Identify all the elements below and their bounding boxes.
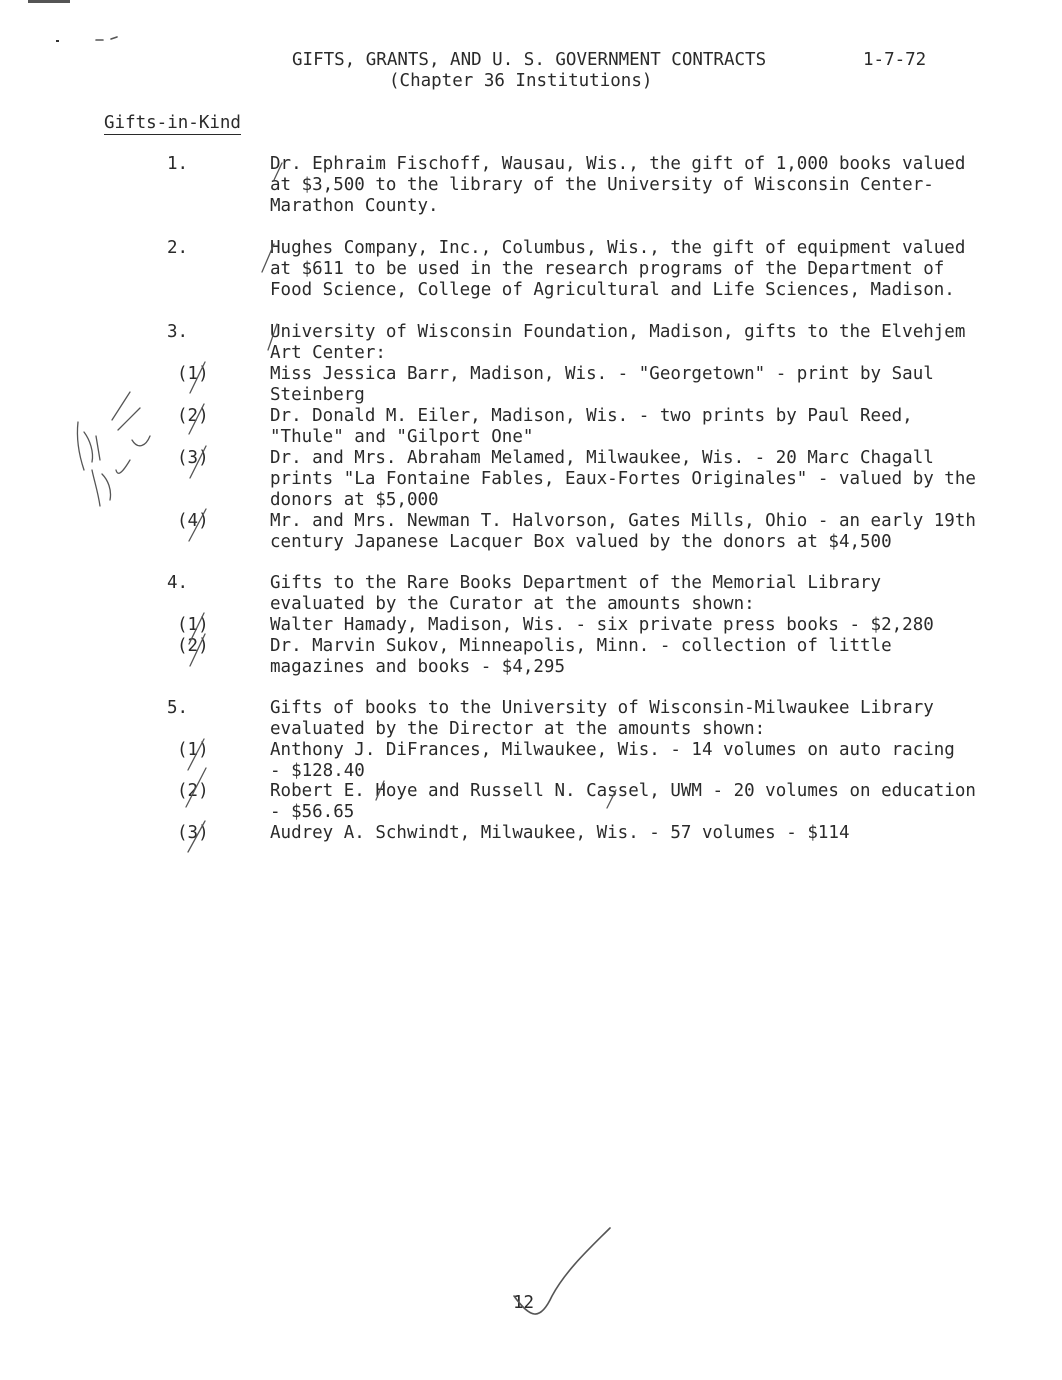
item-line: Gifts to the Rare Books Department of the Memorial Library xyxy=(270,573,882,593)
subitem-line: prints "La Fontaine Fables, Eaux-Fortes Originales" - valued by the xyxy=(270,469,976,489)
margin-note xyxy=(112,392,140,430)
section-title: Gifts-in-Kind xyxy=(104,113,241,133)
subitem-line: Walter Hamady, Madison, Wis. - six private press books - $2,280 xyxy=(270,615,934,635)
item-line: Gifts of books to the University of Wisconsin-Milwaukee Library xyxy=(270,698,934,718)
subitem-line: Anthony J. DiFrances, Milwaukee, Wis. - 14 volumes on auto racing xyxy=(270,740,955,760)
subitem-line: Mr. and Mrs. Newman T. Halvorson, Gates Mills, Ohio - an early 19th xyxy=(270,511,976,531)
subitem-line: "Thule" and "Gilport One" xyxy=(270,427,534,447)
subitem-line: Miss Jessica Barr, Madison, Wis. - "Georgetown" - print by Saul xyxy=(270,364,934,384)
item-number: 2. xyxy=(167,238,189,258)
subitem-label: (3) xyxy=(177,823,209,843)
subitem-label: (4) xyxy=(177,511,209,531)
item-number: 4. xyxy=(167,573,189,593)
item-line: evaluated by the Director at the amounts shown: xyxy=(270,719,766,739)
margin-note xyxy=(92,436,150,506)
scan-edge-mark xyxy=(28,0,70,3)
subitem-line: Dr. Marvin Sukov, Minneapolis, Minn. - collection of little xyxy=(270,636,892,656)
subitem-label: (3) xyxy=(177,448,209,468)
page-number: 12 xyxy=(513,1293,535,1313)
item-number: 1. xyxy=(167,154,189,174)
subitem-label: (1) xyxy=(177,615,209,635)
scan-speck xyxy=(56,40,59,42)
item-line: University of Wisconsin Foundation, Madison, gifts to the Elvehjem xyxy=(270,322,966,342)
item-line: at $3,500 to the library of the University of Wisconsin Center- xyxy=(270,175,934,195)
document-date: 1-7-72 xyxy=(863,50,927,70)
scan-speck xyxy=(96,37,117,40)
item-line: Dr. Ephraim Fischoff, Wausau, Wis., the gift of 1,000 books valued xyxy=(270,154,966,174)
subitem-label: (1) xyxy=(177,740,209,760)
subitem-line: Steinberg xyxy=(270,385,365,405)
subitem-line: Dr. Donald M. Eiler, Madison, Wis. - two prints by Paul Reed, xyxy=(270,406,913,426)
subitem-line: Audrey A. Schwindt, Milwaukee, Wis. - 57 volumes - $114 xyxy=(270,823,850,843)
subitem-line: - $128.40 xyxy=(270,761,365,781)
page-title: GIFTS, GRANTS, AND U. S. GOVERNMENT CONTRACTS xyxy=(292,50,767,70)
subitem-label: (2) xyxy=(177,406,209,426)
item-number: 3. xyxy=(167,322,189,342)
item-number: 5. xyxy=(167,698,189,718)
item-line: Food Science, College of Agricultural and Life Sciences, Madison. xyxy=(270,280,955,300)
item-line: evaluated by the Curator at the amounts shown: xyxy=(270,594,755,614)
subitem-label: (2) xyxy=(177,781,209,801)
subitem-line: donors at $5,000 xyxy=(270,490,439,510)
item-line: Hughes Company, Inc., Columbus, Wis., the gift of equipment valued xyxy=(270,238,966,258)
subitem-line: Dr. and Mrs. Abraham Melamed, Milwaukee, Wis. - 20 Marc Chagall xyxy=(270,448,934,468)
subitem-label: (1) xyxy=(177,364,209,384)
page-subtitle: (Chapter 36 Institutions) xyxy=(389,71,653,91)
subitem-line: century Japanese Lacquer Box valued by the donors at $4,500 xyxy=(270,532,892,552)
margin-note xyxy=(77,422,100,470)
subitem-line: - $56.65 xyxy=(270,802,355,822)
item-line: at $611 to be used in the research programs of the Department of xyxy=(270,259,945,279)
subitem-line: Robert E. Hoye and Russell N. Cassel, UWM - 20 volumes on education xyxy=(270,781,976,801)
subitem-line: magazines and books - $4,295 xyxy=(270,657,566,677)
subitem-label: (2) xyxy=(177,636,209,656)
item-line: Marathon County. xyxy=(270,196,439,216)
item-line: Art Center: xyxy=(270,343,386,363)
